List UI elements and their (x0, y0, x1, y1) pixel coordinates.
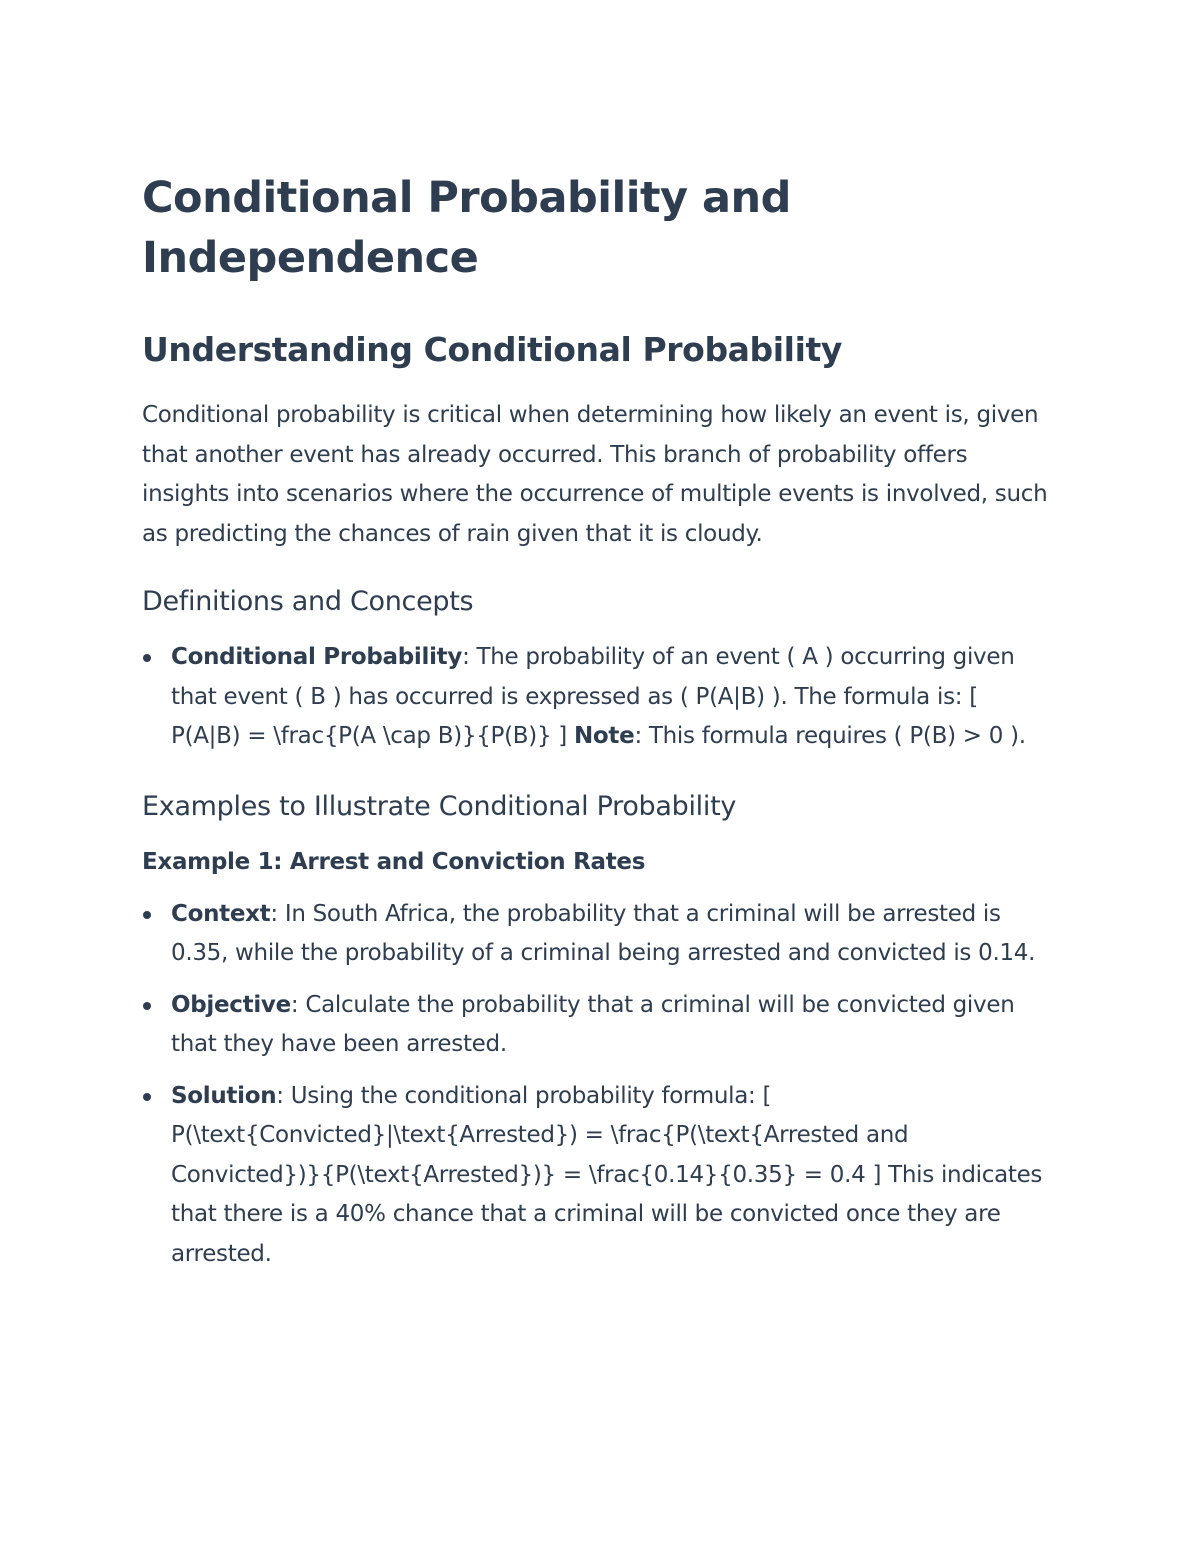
item-label: Solution (171, 1082, 277, 1109)
list-item (142, 895, 1052, 974)
item-label: Context (171, 900, 271, 927)
term-label: Conditional Probability (171, 644, 463, 670)
bullet-icon (143, 1093, 151, 1101)
term-text: : The probability of an event ( A ) occurring given that event ( B ) has occurred is expressed as ( P(A|B) ). The formula is: [ P(A|B) = \frac{P(A \cap B)}{P(B)} ] (171, 644, 1015, 749)
example-1-list (142, 895, 1052, 1275)
examples-heading: Examples to Illustrate Conditional Probability (142, 790, 737, 822)
page-title: Conditional Probability and Independence (142, 173, 791, 283)
section-heading: Understanding Conditional Probability (142, 330, 842, 369)
note-text: : This formula requires ( P(B) > 0 ). (634, 723, 1026, 749)
item-text: : In South Africa, the probability that a criminal will be arrested is 0.35, while the probability of a criminal being arrested and convicted is 0.14. (171, 900, 1036, 966)
bullet-icon (143, 1002, 151, 1010)
list-item (142, 986, 1052, 1065)
note-label: Note (573, 723, 635, 749)
definitions-list (142, 638, 1052, 757)
bullet-icon (143, 654, 151, 662)
item-text: : Using the conditional probability formula: [ P(\text{Convicted}|\text{Arrested}) = \frac{P(\text{Arrested and Convicted})}{P(\text{Arrested})} = \frac{0.14}{0.35} = 0.4 ] This indicates that there is a 40% chance that a criminal will be convicted once they are arrested. (171, 1082, 1043, 1267)
example-1-heading: Example 1: Arrest and Conviction Rates (142, 848, 646, 875)
intro-paragraph: Conditional probability is critical when determining how likely an event is, given that another event has already occurred. This branch of probability offers insights into scenarios where the occurrence of multiple events is involved, such as predicting the chances of rain given that it is cloudy. (142, 402, 1048, 547)
item-text: : Calculate the probability that a criminal will be convicted given that they have been arrested. (171, 991, 1015, 1057)
list-item (142, 1077, 1052, 1275)
definitions-heading: Definitions and Concepts (142, 586, 474, 617)
bullet-icon (143, 911, 151, 919)
list-item (142, 638, 1052, 757)
document-page (142, 168, 1052, 1286)
item-label: Objective (171, 991, 291, 1018)
